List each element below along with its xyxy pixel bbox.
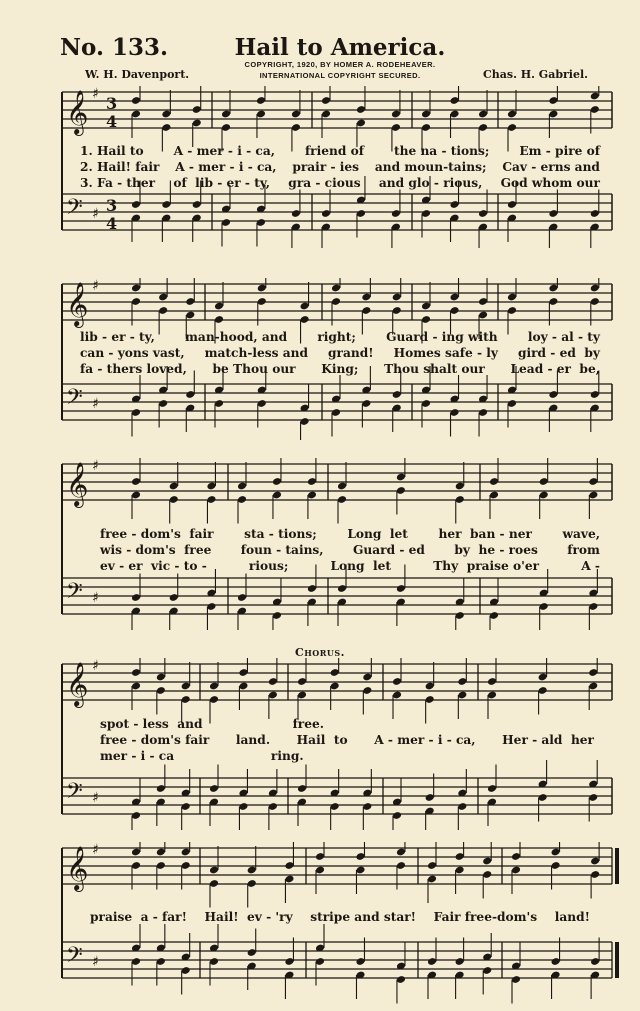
lyric-line: lib - er - ty, man-hood, and right; Guard - ing with loy - al - ty (80, 330, 600, 344)
bass-clef-icon: 𝄢 (66, 943, 83, 973)
lyric-line: fa - thers loved, be Thou our King; Thou shalt our Lead - er be, (80, 362, 600, 376)
lyric-line: can - yons vast, match-less and grand! Homes safe - ly gird - ed by (80, 346, 600, 360)
sharp-icon: ♯ (92, 590, 99, 606)
composer-credit: Chas. H. Gabriel. (483, 68, 588, 81)
sharp-icon: ♯ (92, 658, 99, 674)
lyricist-credit: W. H. Davenport. (85, 68, 190, 81)
treble-clef-icon: 𝄞 (66, 846, 89, 890)
lyric-line: ev - er vic - to - rious; Long let Thy praise o'er A - (100, 559, 600, 573)
time-signature-top: 3 (106, 94, 118, 113)
time-signature-bottom: 4 (106, 214, 118, 233)
lyric-line: spot - less and free. (100, 717, 324, 731)
lyric-line: free - dom's fair land. Hail to A - mer - i - ca, Her - ald her (100, 733, 594, 747)
treble-clef-icon: 𝄞 (66, 462, 89, 506)
time-signature-top: 3 (106, 196, 118, 215)
sharp-icon: ♯ (92, 458, 99, 474)
bass-clef-icon: 𝄢 (66, 579, 83, 609)
treble-clef-icon: 𝄞 (66, 662, 89, 706)
sharp-icon: ♯ (92, 842, 99, 858)
sharp-icon: ♯ (92, 278, 99, 294)
chorus-label: Chorus. (294, 646, 345, 659)
sharp-icon: ♯ (92, 790, 99, 806)
sharp-icon: ♯ (92, 954, 99, 970)
time-signature-bottom: 4 (106, 112, 118, 131)
bass-clef-icon: 𝄢 (66, 195, 83, 225)
treble-clef-icon: 𝄞 (66, 90, 89, 134)
final-barline (615, 848, 619, 884)
lyric-line: wis - dom's free foun - tains, Guard - ed by he - roes from (100, 543, 600, 557)
sharp-icon: ♯ (92, 206, 99, 222)
lyric-line: 1. Hail to A - mer - i - ca, friend of the na - tions; Em - pire of (80, 144, 600, 158)
bass-clef-icon: 𝄢 (66, 779, 83, 809)
lyric-line: mer - i - ca ring. (100, 749, 304, 763)
treble-clef-icon: 𝄞 (66, 282, 89, 326)
bass-clef-icon: 𝄢 (66, 385, 83, 415)
hymn-title: Hail to America. (234, 34, 446, 61)
page-number: No. 133. (60, 34, 168, 61)
lyric-line: praise a - far! Hail! ev - 'ry stripe and star! Fair free-dom's land! (90, 910, 590, 924)
final-barline (615, 942, 619, 978)
sharp-icon: ♯ (92, 86, 99, 102)
sharp-icon: ♯ (92, 396, 99, 412)
lyric-line: 2. Hail! fair A - mer - i - ca, prair - ies and moun-tains; Cav - erns and (80, 160, 600, 174)
copyright-line: INTERNATIONAL COPYRIGHT SECURED. (259, 71, 421, 80)
lyric-line: free - dom's fair sta - tions; Long let her ban - ner wave, (100, 527, 600, 541)
copyright-line: COPYRIGHT, 1920, BY HOMER A. RODEHEAVER. (244, 60, 436, 69)
lyric-line: 3. Fa - ther of lib - er - ty, gra - cious and glo - rious, God whom our (80, 176, 600, 190)
